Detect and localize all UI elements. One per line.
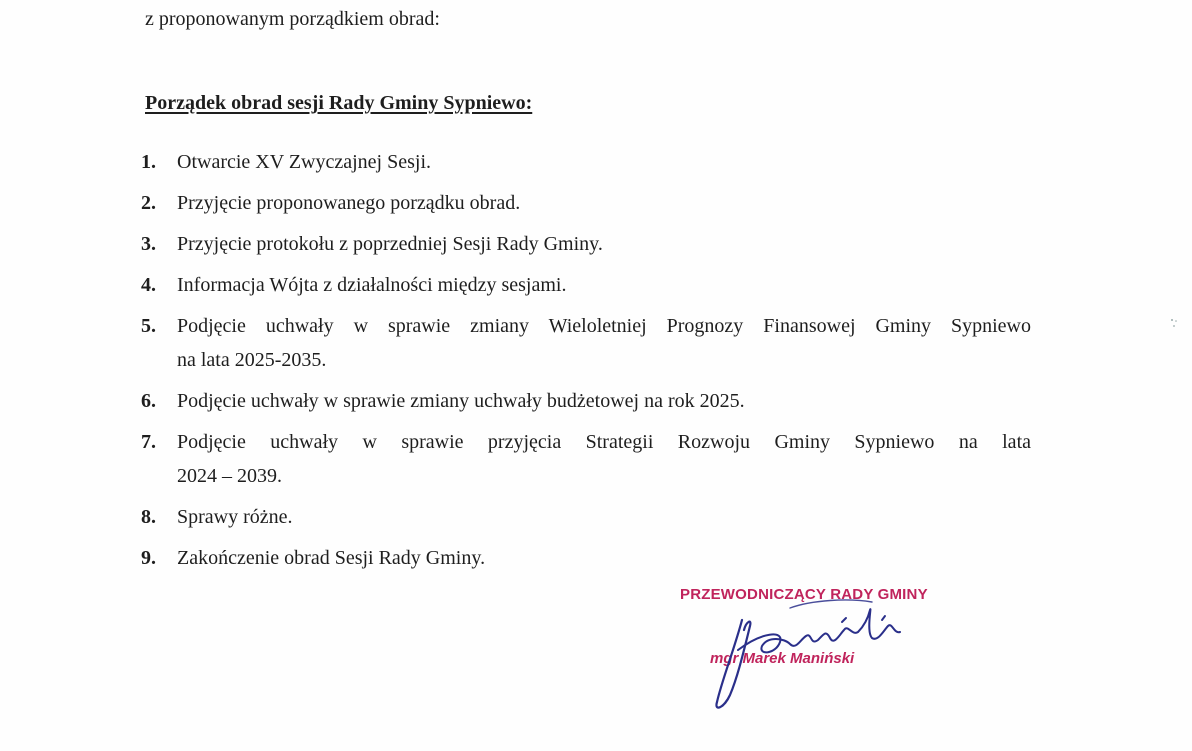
agenda-item-text: Podjęcie uchwały w sprawie przyjęcia Strategii Rozwoju Gminy Sypniewo na lata: [177, 431, 1031, 453]
agenda-item-text: Przyjęcie proponowanego porządku obrad.: [177, 192, 521, 214]
agenda-item-number: 4.: [141, 274, 156, 296]
scan-speck-icon: [1170, 318, 1178, 328]
agenda-item-continuation: na lata 2025-2035.: [177, 349, 327, 371]
agenda-item-number: 7.: [141, 431, 156, 453]
agenda-item-number: 5.: [141, 315, 156, 337]
agenda-item-number: 2.: [141, 192, 156, 214]
agenda-item-text: Podjęcie uchwały w sprawie zmiany uchwały budżetowej na rok 2025.: [177, 390, 745, 412]
agenda-item-text: Informacja Wójta z działalności między sesjami.: [177, 274, 567, 296]
agenda-item: [141, 186, 1031, 220]
agenda-item: [141, 425, 1031, 493]
agenda-item-number: 3.: [141, 233, 156, 255]
signature-stroke: [738, 609, 900, 652]
agenda-item-number: 9.: [141, 547, 156, 569]
agenda-item: [141, 268, 1031, 302]
agenda-item-number: 6.: [141, 390, 156, 412]
agenda-item: [141, 384, 1031, 418]
signature-stroke: [842, 616, 885, 622]
agenda-item-continuation: 2024 – 2039.: [177, 465, 282, 487]
agenda-item-text: Podjęcie uchwały w sprawie zmiany Wieloletniej Prognozy Finansowej Gminy Sypniewo: [177, 315, 1031, 337]
signature-stamp-name: mgr Marek Maniński: [710, 650, 855, 667]
agenda-item-number: 8.: [141, 506, 156, 528]
agenda-item: [141, 309, 1031, 377]
agenda-item: [141, 145, 1031, 179]
signature-block: [672, 580, 952, 720]
agenda-item-number: 1.: [141, 151, 156, 173]
agenda-item-text: Sprawy różne.: [177, 506, 293, 528]
agenda-item: [141, 500, 1031, 534]
agenda-item-text: Przyjęcie protokołu z poprzedniej Sesji Rady Gminy.: [177, 233, 603, 255]
agenda-heading: Porządek obrad sesji Rady Gminy Sypniewo:: [145, 92, 533, 114]
agenda-list: [141, 145, 1031, 582]
signature-stamp-title: PRZEWODNICZĄCY RADY GMINY: [680, 586, 928, 603]
agenda-item: [141, 227, 1031, 261]
agenda-item-body: [177, 309, 1031, 377]
agenda-item: [141, 541, 1031, 575]
intro-line: z proponowanym porządkiem obrad:: [145, 8, 440, 30]
agenda-item-text: Otwarcie XV Zwyczajnej Sesji.: [177, 151, 431, 173]
agenda-item-body: [177, 425, 1031, 493]
agenda-item-text: Zakończenie obrad Sesji Rady Gminy.: [177, 547, 486, 569]
